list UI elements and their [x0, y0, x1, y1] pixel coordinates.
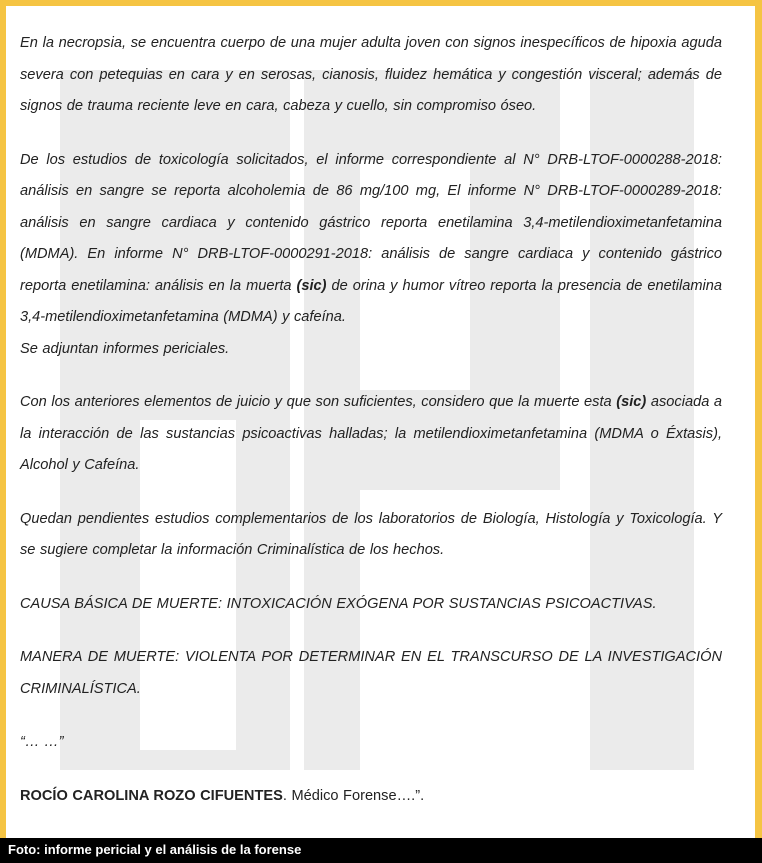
- signature-name: ROCÍO CAROLINA ROZO CIFUENTES: [20, 787, 283, 804]
- attached-reports-line: Se adjuntan informes periciales.: [20, 340, 230, 357]
- cause-of-death: CAUSA BÁSICA DE MUERTE: INTOXICACIÓN EXÓGENA POR SUSTANCIAS PSICOACTIVAS.: [20, 595, 657, 612]
- manner-of-death: MANERA DE MUERTE: VIOLENTA POR DETERMINAR EN EL TRANSCURSO DE LA INVESTIGACIÓN CRIMINALÍSTICA.: [20, 649, 722, 697]
- document-frame: [6, 6, 755, 838]
- conclusion-text-b: asociada a la interacción de las sustancias psicoactivas halladas; la metilendioximetanfetamina (MDMA o Éxtasis), Alcohol y Cafeína.: [20, 394, 723, 473]
- forensic-report-text: [20, 28, 722, 834]
- toxicology-text-b: de orina y humor vítreo reporta la presencia de enetilamina 3,4-metilendioximetanfetamina (MDMA) y cafeína.: [20, 277, 722, 325]
- signature-title: . Médico Forense….”.: [282, 787, 425, 804]
- photo-caption: Foto: informe pericial y el análisis de la forense: [8, 842, 302, 857]
- toxicology-text-a: De los estudios de toxicología solicitados, el informe correspondiente al N° DRB-LTOF-0000288-2018: análisis en sangre se reporta alcoholemia de 86 mg/100 mg, El informe N° DRB-LTOF-0000289-2018: análisis en sangre cardiaca y contenido gástrico reporta enetilamina 3,4-metilendioximetanfetamina (MDMA). En informe N° DRB-LTOF-0000291-2018: análisis de sangre cardiaca y contenido gástrico reporta enetilamina: análisis en la muerta: [20, 151, 722, 294]
- conclusion-paragraph: [20, 387, 722, 482]
- pending-studies-paragraph: Quedan pendientes estudios complementarios de los laboratorios de Biología, Histología y Toxicología. Y se sugiere completar la información Criminalística de los hechos.: [20, 510, 722, 558]
- sic-marker-2: (sic): [616, 394, 647, 410]
- ellipsis-quote: “… …”: [20, 734, 64, 750]
- conclusion-text-a: Con los anteriores elementos de juicio y que son suficientes, considero que la muerte esta: [20, 394, 612, 410]
- toxicology-paragraph: [20, 145, 722, 334]
- caption-bar: [0, 838, 762, 863]
- signature-line: [20, 781, 722, 813]
- sic-marker-1: (sic): [296, 277, 327, 294]
- necropsy-paragraph: En la necropsia, se encuentra cuerpo de una mujer adulta joven con signos inespecíficos de hipoxia aguda severa con petequias en cara y en serosas, cianosis, fluidez hemática y congestión visceral; además de signos de trauma reciente leve en cara, cabeza y cuello, sin compromiso óseo.: [20, 35, 722, 114]
